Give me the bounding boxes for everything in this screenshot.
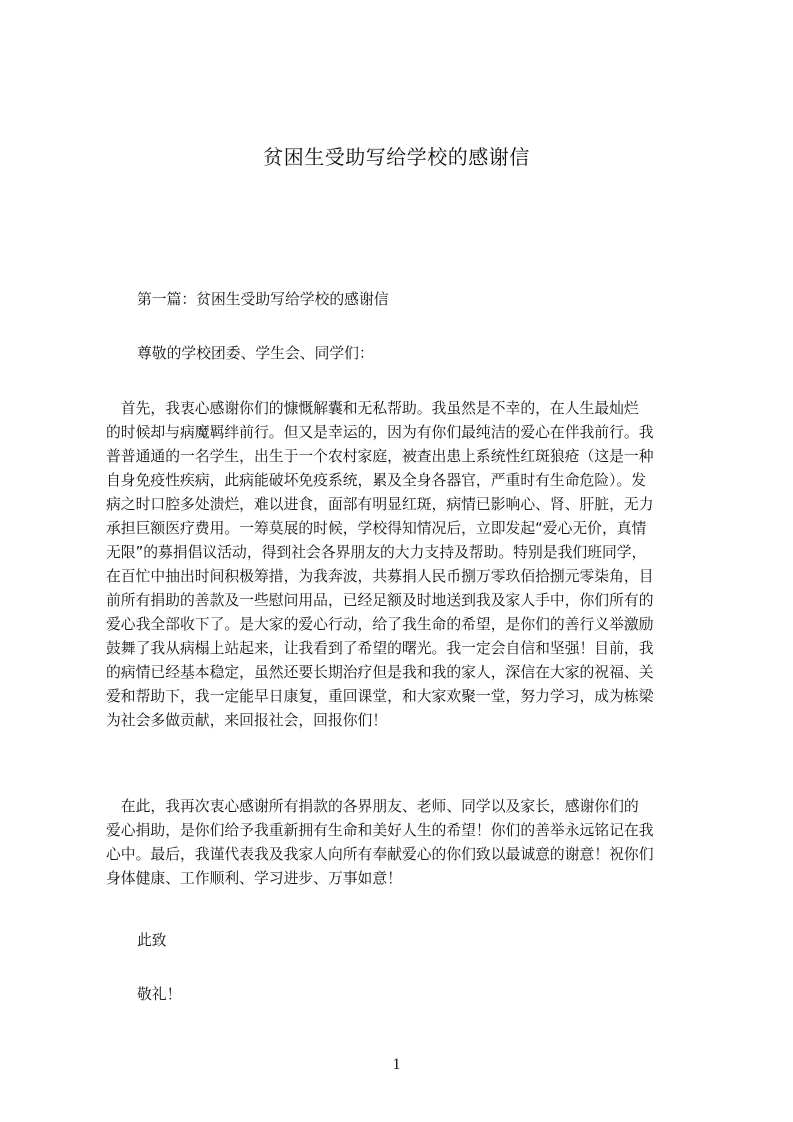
paragraph-2-line: 爱心捐助，是你们给予我重新拥有生命和美好人生的希望！你们的善举永远铭记在我 — [106, 822, 654, 839]
paragraph-1-line: 首先，我衷心感谢你们的慷慨解囊和无私帮助。我虽然是不幸的，在人生最灿烂 — [106, 400, 639, 417]
paragraph-2-line: 在此，我再次衷心感谢所有捐款的各界朋友、老师、同学以及家长，感谢你们的 — [106, 798, 639, 815]
document-title: 贫困生受助写给学校的感谢信 — [263, 145, 530, 169]
paragraph-2-line: 心中。最后，我谨代表我及我家人向所有奉献爱心的你们致以最诚意的谢意！祝你们 — [106, 846, 654, 863]
paragraph-1-line: 鼓舞了我从病榻上站起来，让我看到了希望的曙光。我一定会自信和坚强！目前，我 — [106, 640, 654, 657]
paragraph-1-line: 爱心我全部收下了。是大家的爱心行动，给了我生命的希望，是你们的善行义举激励 — [106, 616, 654, 633]
paragraph-1-line: 病之时口腔多处溃烂，难以进食，面部有明显红斑，病情已影响心、肾、肝脏，无力 — [106, 496, 654, 513]
paragraph-1-line: 的时候却与病魔羁绊前行。但又是幸运的，因为有你们最纯洁的爱心在伴我前行。我 — [106, 424, 654, 441]
paragraph-1-line: 在百忙中抽出时间积极筹措，为我奔波，共募捐人民币捌万零玖佰拾捌元零柒角，目 — [106, 568, 654, 585]
closing-line-1: 此致 — [137, 932, 167, 949]
paragraph-1-line: 前所有捐助的善款及一些慰问用品，已经足额及时地送到我及家人手中，你们所有的 — [106, 592, 654, 609]
paragraph-1-line: 为社会多做贡献，来回报社会，回报你们！ — [106, 712, 388, 729]
paragraph-1 — [106, 397, 698, 733]
page-number: 1 — [392, 1056, 401, 1073]
paragraph-1-line: 自身免疫性疾病，此病能破坏免疫系统，累及全身各器官，严重时有生命危险）。发 — [106, 472, 647, 489]
paragraph-1-line: 承担巨额医疗费用。一筹莫展的时候，学校得知情况后，立即发起“爱心无价，真情 — [106, 520, 647, 537]
paragraph-1-line: 无限”的募捐倡议活动，得到社会各界朋友的大力支持及帮助。特别是我们班同学， — [106, 544, 647, 561]
paragraph-1-line: 的病情已经基本稳定，虽然还要长期治疗但是我和我的家人，深信在大家的祝福、关 — [106, 664, 654, 681]
paragraph-1-line: 爱和帮助下，我一定能早日康复，重回课堂，和大家欢聚一堂，努力学习，成为栋梁 — [106, 688, 654, 705]
paragraph-2-line: 身体健康、工作顺利、学习进步、万事如意！ — [106, 870, 402, 887]
paragraph-2 — [106, 795, 698, 891]
paragraph-1-line: 普普通通的一名学生，出生于一个农村家庭，被查出患上系统性红斑狼疮（这是一种 — [106, 448, 654, 465]
salutation: 尊敬的学校团委、学生会、同学们： — [137, 345, 374, 362]
closing-line-2: 敬礼！ — [137, 986, 182, 1003]
section-heading: 第一篇：贫困生受助写给学校的感谢信 — [137, 291, 389, 308]
